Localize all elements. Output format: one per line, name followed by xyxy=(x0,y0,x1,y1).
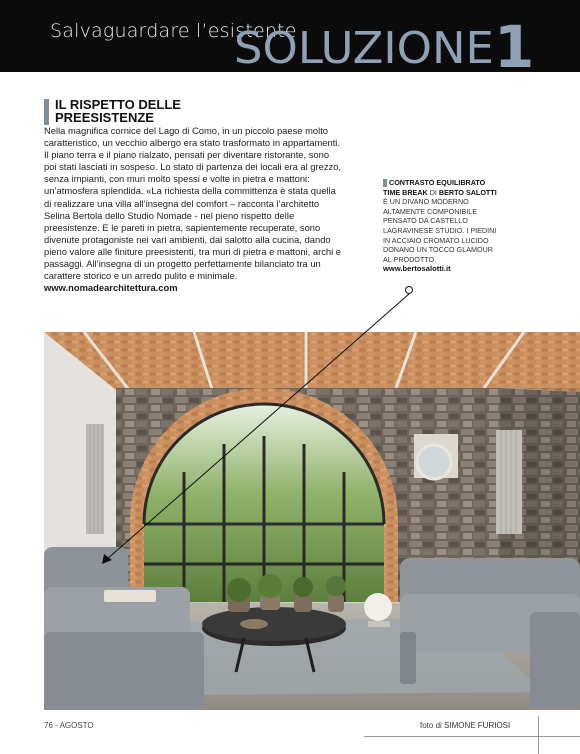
caption-text: È UN DIVANO MODERNO ALTAMENTE COMPONIBILE PENSATO DA CASTELLO LAGRAVINESE STUDIO. I PIEDINI IN ACCIAIO CROMATO LUCIDO DONANO UN TOCCO GLAMOUR AL PRODOTTO. xyxy=(383,197,497,264)
section-title: Salvaguardare l’esistente xyxy=(50,20,297,42)
article-body-text: Nella magnifica cornice del Lago di Como, in un piccolo paese molto caratteristico, un vecchio albergo era stato trasformato in appartamenti. Il piano terra e il piano rialzato, pensati per diventare ristorante, sono poi stati lasciati in sospeso. Lo stato di partenza dei locali era al grezzo, senza impianti, con muri molto spessi e volte in pietra e mattoni: un’atmosfera splendida. «La richiesta della committenza è stata quella di realizzare una villa all’insegna del comfort – racconta l’architetto Selina Bertola dello Studio Nomade - nel pieno rispetto delle preesistenze. E le pareti in pietra, sapientemente recuperate, sono divenute protagoniste nei vari ambienti, dal salotto alla cucina, dando pieno valore alle finiture preesistenti, tra muri di pietra e mattoni, archi e passaggi. All’insegna di un progetto perfettamente bilanciato tra un carattere storico e un arredo pulito e minimale. xyxy=(44,125,342,282)
living-room-photo xyxy=(44,332,580,710)
caption-connector: DI xyxy=(427,187,439,197)
product-caption xyxy=(383,178,501,274)
caption-link[interactable]: www.bertosalotti.it xyxy=(383,264,451,274)
caption-lead: CONTRASTO EQUILIBRATO xyxy=(389,178,486,187)
caption-brand: BERTO SALOTTI xyxy=(438,187,497,197)
solution-label: SOLUZIONE xyxy=(234,23,494,72)
pointer-dot-icon xyxy=(405,286,413,294)
footer-tick xyxy=(538,716,539,754)
article-body xyxy=(44,125,344,294)
article-headline: IL RISPETTO DELLE PREESISTENZE xyxy=(55,97,181,125)
article-link[interactable]: www.nomadearchitettura.com xyxy=(44,282,178,294)
page-number: 76 - AGOSTO xyxy=(44,721,94,730)
photo-credit xyxy=(420,721,510,730)
headline-accent-bar xyxy=(44,99,49,125)
photo-credit-name: SIMONE FURIOSI xyxy=(444,721,511,730)
photo-credit-prefix: foto di xyxy=(420,721,445,730)
solution-number: 1 xyxy=(494,13,535,72)
page-header xyxy=(0,0,580,72)
footer-divider xyxy=(364,736,580,737)
caption-product: TIME BREAK xyxy=(383,187,428,197)
